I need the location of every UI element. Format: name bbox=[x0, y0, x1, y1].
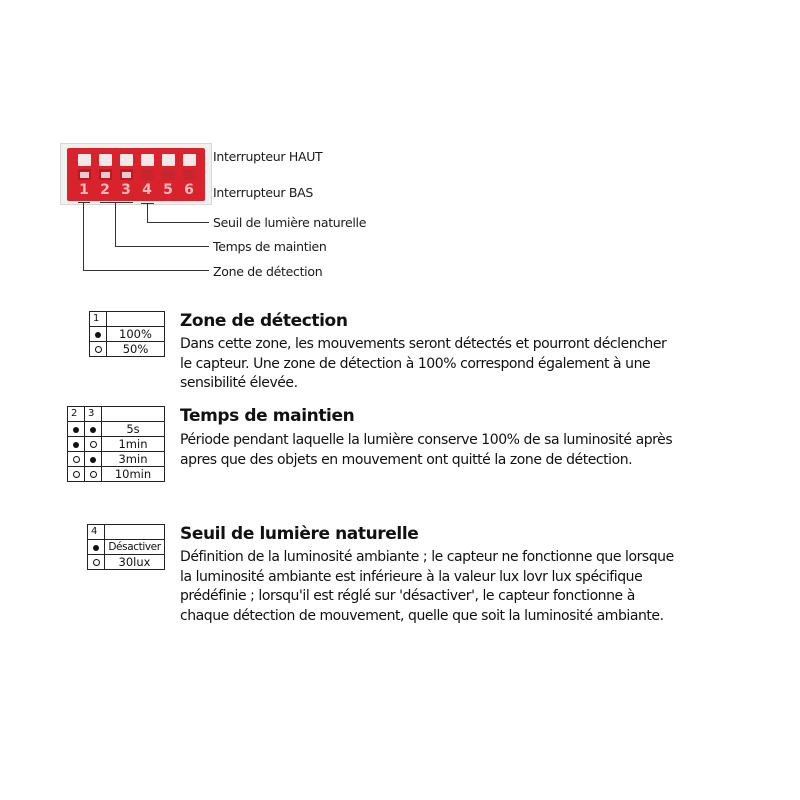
section-text-ambient-light bbox=[180, 548, 740, 626]
switch-on-icon bbox=[68, 437, 85, 452]
option-value: Désactiver bbox=[105, 540, 165, 555]
text-line: prédéfinie ; lorsqu'il est réglé sur 'désactiver', le capteur fonctionne à bbox=[180, 588, 635, 604]
option-value: 50% bbox=[107, 342, 165, 357]
switch-on-icon bbox=[88, 540, 105, 555]
table-ambient-light bbox=[87, 524, 165, 570]
text-line: apres que des objets en mouvement ont quitté la zone de détection. bbox=[180, 451, 633, 468]
header-value bbox=[107, 312, 165, 327]
switch-off-icon bbox=[90, 342, 107, 357]
switch-on-icon bbox=[85, 422, 102, 437]
switch-number: 2 bbox=[100, 182, 110, 198]
switch-top-slot bbox=[141, 154, 154, 166]
switch-top-slot bbox=[78, 154, 91, 166]
option-value: 5s bbox=[102, 422, 165, 437]
section-text-detection-zone bbox=[180, 335, 740, 394]
table-row bbox=[88, 540, 165, 555]
section-title-detection-zone: Zone de détection bbox=[180, 311, 348, 331]
option-value: 1min bbox=[102, 437, 165, 452]
text-line: Définition de la luminosité ambiante ; le capteur ne fonctionne que lorsque bbox=[180, 549, 674, 565]
switch-number: 6 bbox=[184, 182, 194, 198]
switch-number: 3 bbox=[121, 182, 131, 198]
switch-on-icon bbox=[90, 327, 107, 342]
option-value: 30lux bbox=[105, 555, 165, 570]
table-row bbox=[88, 555, 165, 570]
label-detection-zone: Zone de détection bbox=[213, 264, 323, 279]
switch-lever bbox=[183, 169, 196, 180]
table-hold-time bbox=[67, 406, 165, 482]
switch-top-slot bbox=[120, 154, 133, 166]
text-line: la luminosité ambiante est inférieure à la valeur lux lovr lux spécifique bbox=[180, 568, 643, 585]
option-value: 10min bbox=[102, 467, 165, 482]
switch-off-icon bbox=[68, 452, 85, 467]
switch-top-slot bbox=[99, 154, 112, 166]
switch-off-icon bbox=[68, 467, 85, 482]
label-ambient-light: Seuil de lumière naturelle bbox=[213, 215, 367, 230]
header-switch: 2 bbox=[68, 407, 85, 422]
header-switch: 4 bbox=[88, 525, 105, 540]
text-line: sensibilité élevée. bbox=[180, 375, 298, 391]
switch-off-icon bbox=[85, 437, 102, 452]
header-switch: 3 bbox=[85, 407, 102, 422]
switch-off-icon bbox=[88, 555, 105, 570]
text-line: Période pendant laquelle la lumière conserve 100% de sa luminosité après bbox=[180, 432, 673, 448]
option-value: 100% bbox=[107, 327, 165, 342]
header-value bbox=[102, 407, 165, 422]
switch-number: 1 bbox=[79, 182, 89, 198]
label-hold-time: Temps de maintien bbox=[213, 239, 327, 254]
table-row bbox=[68, 422, 165, 437]
switch-lever bbox=[78, 169, 91, 180]
switch-lever bbox=[120, 169, 133, 180]
label-switch-down: Interrupteur BAS bbox=[213, 185, 314, 200]
table-row bbox=[68, 452, 165, 467]
switch-off-icon bbox=[85, 467, 102, 482]
switch-top-slot bbox=[162, 154, 175, 166]
table-row bbox=[68, 467, 165, 482]
header-value bbox=[105, 525, 165, 540]
switch-on-icon bbox=[85, 452, 102, 467]
table-row bbox=[90, 327, 165, 342]
switch-lever bbox=[141, 169, 154, 180]
table-row bbox=[68, 437, 165, 452]
label-switch-up: Interrupteur HAUT bbox=[213, 149, 323, 164]
switch-lever bbox=[162, 169, 175, 180]
switch-number: 5 bbox=[163, 182, 173, 198]
option-value: 3min bbox=[102, 452, 165, 467]
text-line: Dans cette zone, les mouvements seront détectés et pourront déclencher bbox=[180, 336, 667, 352]
section-title-hold-time: Temps de maintien bbox=[180, 406, 355, 426]
text-line: chaque détection de mouvement, quelle que soit la luminosité ambiante. bbox=[180, 607, 664, 624]
section-text-hold-time bbox=[180, 431, 740, 470]
switch-lever bbox=[99, 169, 112, 180]
table-detection-zone bbox=[89, 311, 165, 357]
text-line: le capteur. Une zone de détection à 100% correspond également à une bbox=[180, 355, 651, 372]
switch-on-icon bbox=[68, 422, 85, 437]
section-title-ambient-light: Seuil de lumière naturelle bbox=[180, 524, 419, 544]
header-switch: 1 bbox=[90, 312, 107, 327]
switch-top-slot bbox=[183, 154, 196, 166]
table-row bbox=[90, 342, 165, 357]
switch-number: 4 bbox=[142, 182, 152, 198]
